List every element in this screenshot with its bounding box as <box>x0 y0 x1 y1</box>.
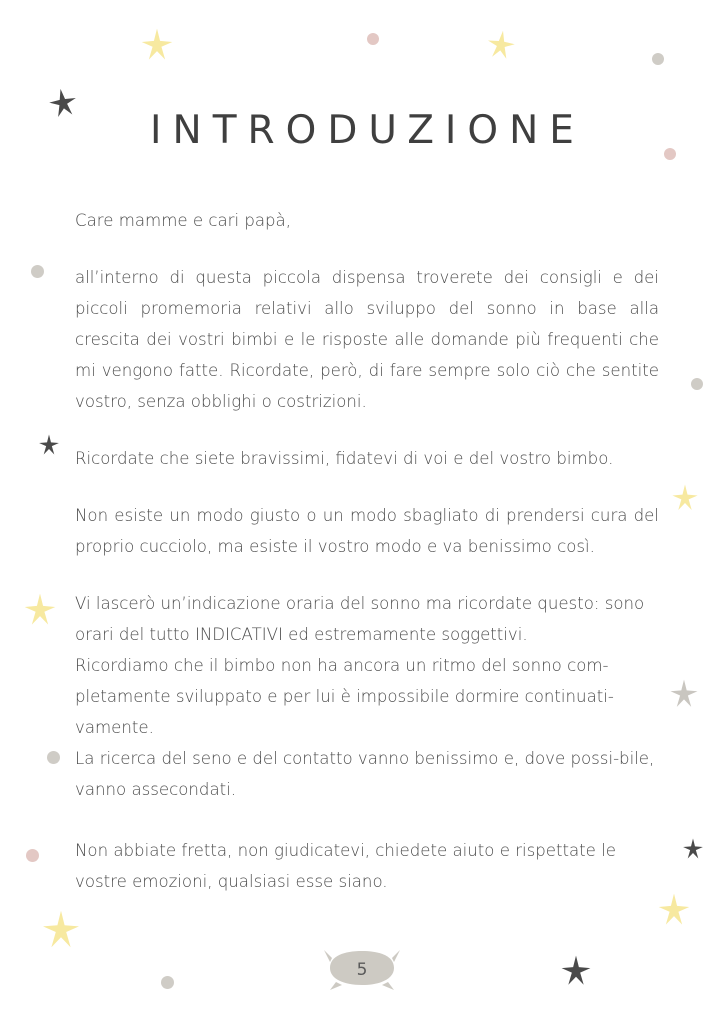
star-yellow-left-mid <box>23 593 57 627</box>
paragraph-spacer <box>75 236 659 262</box>
dot-grey-top-right <box>652 53 664 65</box>
dot-grey-left-upper <box>31 265 44 278</box>
page-number-blob <box>320 948 404 992</box>
dot-grey-right-mid <box>691 378 703 390</box>
star-yellow-right-mid <box>671 484 699 512</box>
paragraph-spacer <box>75 474 659 500</box>
paragraph-greeting: Care mamme e cari papà, <box>75 211 292 230</box>
paragraph-closing: Non abbiate fretta, non giudicatevi, chiedete aiuto e rispettate le vostre emozioni, qualsiasi esse siano. <box>75 841 616 891</box>
star-yellow-bottom-left <box>41 910 81 950</box>
paragraph-spacer <box>75 805 659 835</box>
star-dark-right-lower <box>682 838 704 860</box>
star-yellow-top-mid <box>484 28 518 62</box>
body-content <box>75 205 659 897</box>
star-dark-bullet-left <box>38 434 60 456</box>
paragraph-no-right-way: Non esiste un modo giusto o un modo sbagliato di prendersi cura del proprio cucciolo, ma esiste il vostro modo e va benissimo così. <box>75 506 659 556</box>
star-yellow-bottom-right <box>657 893 691 927</box>
paragraph-schedule-note: Vi lascerò un’indicazione oraria del sonno ma ricordate questo: sono orari del tutto INDICATIVI ed estremamente soggettivi. <box>75 594 645 644</box>
paragraph-contact-note: La ricerca del seno e del contatto vanno benissimo e, dove possi-bile, vanno assecondati. <box>75 749 655 799</box>
dot-pink-left-lower <box>26 849 39 862</box>
paragraph-rhythm-note: Ricordiamo che il bimbo non ha ancora un ritmo del sonno com-pletamente sviluppato e per lui è impossibile dormire continuati-vamente. <box>75 656 614 737</box>
paragraph-reassurance: Ricordate che siete bravissimi, fidatevi di voi e del vostro bimbo. <box>75 449 614 468</box>
paragraph-spacer <box>75 562 659 588</box>
star-grey-right-lower <box>669 679 699 709</box>
page-number: 5 <box>356 960 368 980</box>
star-yellow-top-left <box>140 28 174 62</box>
paragraph-intro-body: all’interno di questa piccola dispensa troverete dei consigli e dei piccoli promemoria relativi allo sviluppo del sonno in base alla crescita dei vostri bimbi e le risposte alle domande più frequenti che mi vengono fatte. Ricordate, però, di fare sempre solo ciò che sentite vostro, senza obblighi o costrizioni. <box>75 268 659 411</box>
page-title: INTRODUZIONE <box>150 108 585 154</box>
dot-grey-left-mid <box>47 751 60 764</box>
dot-pink-top-left <box>367 33 379 45</box>
paragraph-spacer <box>75 417 659 443</box>
page-footer <box>0 948 724 996</box>
